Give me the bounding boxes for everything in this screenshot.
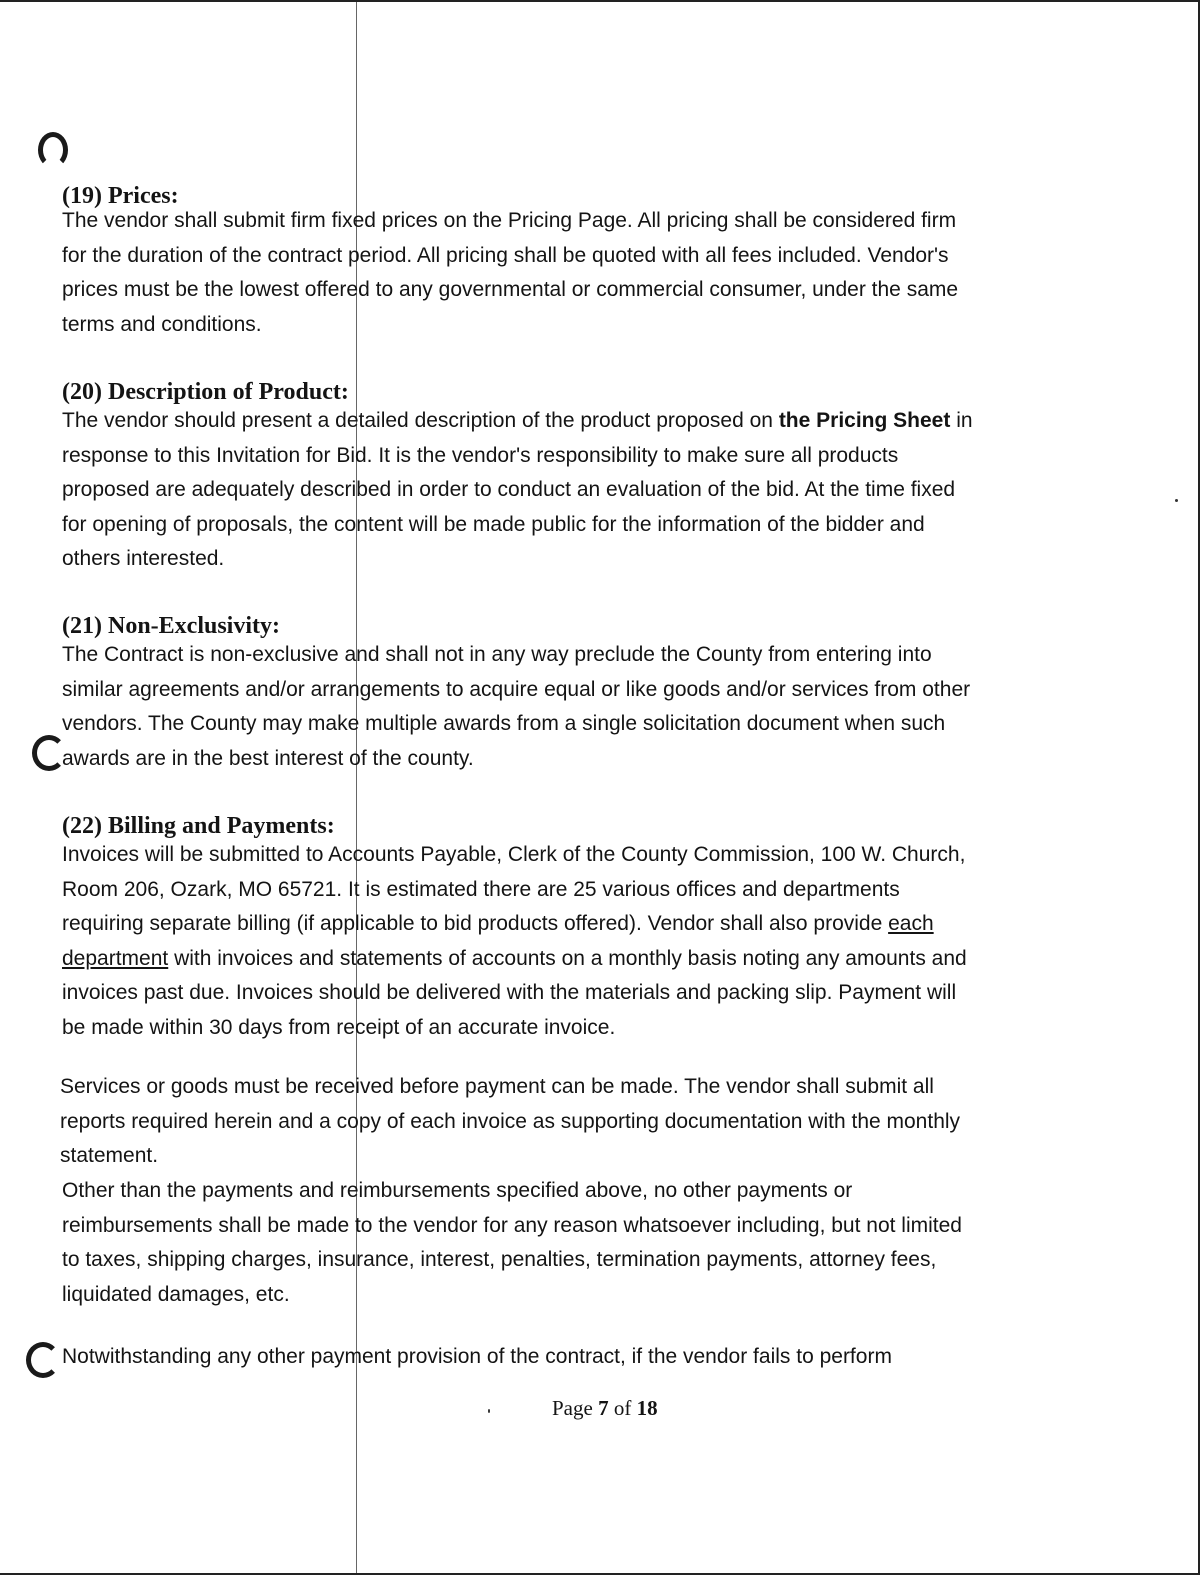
section-20-paragraph — [62, 404, 1167, 577]
text-run: requiring separate billing (if applicable to bid products offered). Vendor shall also provide — [62, 912, 889, 935]
text-line: reimbursements shall be made to the vendor for any reason whatsoever including, but not limited — [62, 1213, 962, 1237]
page-number: 7 — [598, 1396, 609, 1420]
text-run: in — [950, 409, 973, 432]
text-line: liquidated damages, etc. — [62, 1282, 290, 1306]
text-run: with invoices and statements of accounts on a monthly basis noting any amounts and — [168, 946, 967, 970]
text-line: statement. — [60, 1144, 159, 1167]
text-line — [62, 942, 1167, 977]
notwithstanding-paragraph — [62, 1340, 1167, 1375]
text-line: The Contract is non-exclusive and shall not in any way preclude the County from entering into — [62, 643, 932, 666]
text-line: be made within 30 days from receipt of an accurate invoice. — [62, 1015, 616, 1039]
text-line: invoices past due. Invoices should be delivered with the materials and packing slip. Payment will — [62, 981, 957, 1004]
section-20-heading: (20) Description of Product: — [62, 379, 349, 405]
other-payments-paragraph — [62, 1174, 1167, 1312]
text-line: The vendor shall submit firm fixed prices on the Pricing Page. All pricing shall be considered firm — [62, 209, 957, 232]
text-line: others interested. — [62, 547, 225, 570]
text-line: for opening of proposals, the content will be made public for the information of the bidder and — [62, 512, 925, 536]
text-line: proposed are adequately described in order to conduct an evaluation of the bid. At the time fixed — [62, 478, 956, 501]
text-line — [62, 907, 1167, 942]
text-line: Notwithstanding any other payment provision of the contract, if the vendor fails to perform — [62, 1345, 892, 1368]
text-line — [62, 404, 1167, 439]
section-22-heading: (22) Billing and Payments: — [62, 813, 335, 839]
page-word: Page — [552, 1396, 599, 1420]
text-line: Invoices will be submitted to Accounts Payable, Clerk of the County Commission, 100 W. Church, — [62, 843, 966, 866]
text-line: similar agreements and/or arrangements to acquire equal or like goods and/or services from other — [62, 677, 971, 701]
scan-speck — [1175, 499, 1178, 502]
section-19-paragraph — [62, 204, 1167, 342]
text-line: Other than the payments and reimbursements specified above, no other payments or — [62, 1179, 853, 1202]
punch-hole-top — [38, 132, 68, 168]
pricing-sheet-bold: the Pricing Sheet — [778, 409, 951, 432]
text-line: Room 206, Ozark, MO 65721. It is estimated there are 25 various offices and departments — [62, 877, 900, 901]
text-line: vendors. The County may make multiple awards from a single solicitation document when such — [62, 712, 946, 735]
text-line: awards are in the best interest of the county. — [62, 746, 474, 770]
services-paragraph — [60, 1070, 1165, 1174]
text-line: prices must be the lowest offered to any governmental or commercial consumer, under the same — [62, 278, 959, 301]
text-line: terms and conditions. — [62, 312, 262, 336]
punch-hole-middle — [32, 735, 66, 771]
text-line: reports required herein and a copy of each invoice as supporting documentation with the monthly — [60, 1109, 961, 1133]
page-footer — [552, 1396, 658, 1421]
text-line: Services or goods must be received before payment can be made. The vendor shall submit all — [60, 1075, 934, 1098]
page-total: 18 — [636, 1396, 658, 1420]
section-21-paragraph — [62, 638, 1167, 776]
text-run: The vendor should present a detailed description of the product proposed on — [62, 409, 779, 432]
section-22-paragraph — [62, 838, 1167, 1045]
text-line: to taxes, shipping charges, insurance, interest, penalties, termination payments, attorney fees, — [62, 1248, 937, 1271]
of-word: of — [608, 1396, 637, 1420]
text-line: response to this Invitation for Bid. It is the vendor's responsibility to make sure all products — [62, 443, 899, 467]
section-21-heading: (21) Non-Exclusivity: — [62, 613, 280, 639]
scan-speck — [488, 1409, 490, 1413]
section-19-heading: (19) Prices: — [62, 183, 179, 209]
text-line: for the duration of the contract period. All pricing shall be quoted with all fees included. Vendor's — [62, 243, 949, 267]
punch-hole-bottom — [26, 1342, 60, 1378]
each-underlined: each — [888, 912, 934, 935]
department-underlined: department — [62, 946, 169, 970]
